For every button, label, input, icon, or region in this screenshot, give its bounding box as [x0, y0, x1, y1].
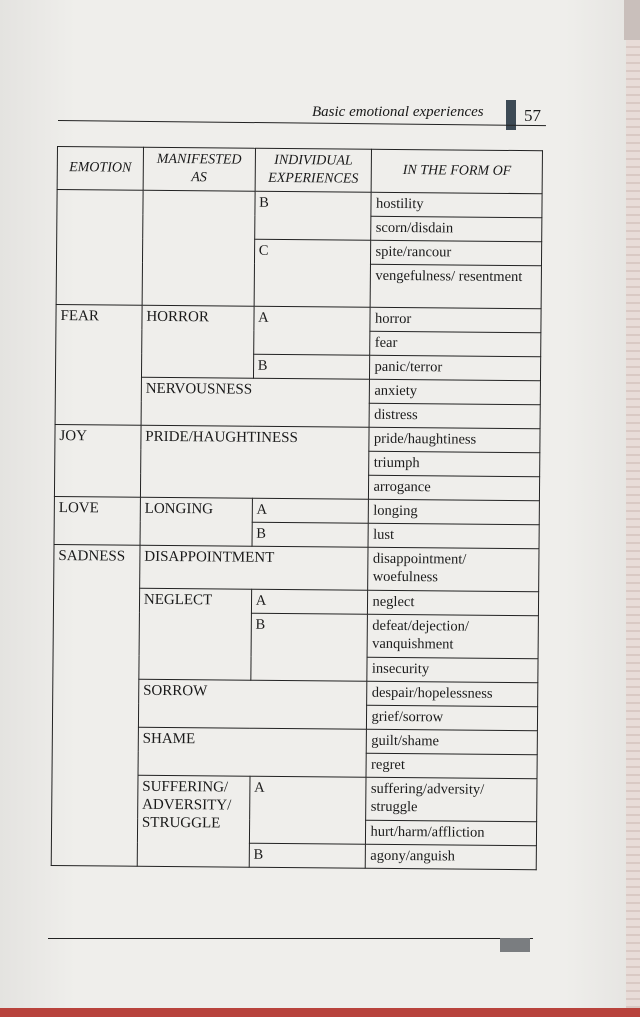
- book-edge-top: [624, 0, 640, 40]
- table-row: [54, 544, 539, 591]
- column-header: INDIVIDUAL EXPERIENCES: [255, 148, 372, 192]
- emotions-table: [51, 146, 543, 870]
- table-row: [57, 190, 542, 218]
- table-row: [56, 304, 541, 332]
- emotion-cell: SADNESS: [51, 544, 140, 866]
- running-title: Basic emotional experiences: [312, 104, 484, 120]
- manifested-cell: NERVOUSNESS: [141, 377, 370, 427]
- footer-tab-marker: [500, 938, 530, 952]
- form-cell: defeat/dejection/ vanquishment: [368, 614, 539, 658]
- form-cell: vengefulness/ resentment: [371, 264, 542, 308]
- book-cover-edge: [0, 1008, 640, 1017]
- manifested-cell: NEGLECT: [139, 588, 252, 680]
- form-cell: spite/rancour: [371, 240, 542, 265]
- table-header-row: [57, 147, 542, 194]
- individual-cell: C: [254, 239, 371, 307]
- form-cell: guilt/shame: [367, 729, 538, 754]
- page-number: 57: [524, 106, 541, 125]
- individual-cell: B: [249, 843, 366, 868]
- form-cell: triumph: [369, 451, 540, 476]
- form-cell: neglect: [368, 590, 539, 615]
- manifested-cell: LONGING: [140, 497, 252, 546]
- emotion-cell: [56, 190, 143, 306]
- individual-cell: A: [251, 589, 368, 614]
- manifested-cell: SUFFERING/ ADVERSITY/ STRUGGLE: [137, 775, 250, 867]
- column-header: IN THE FORM OF: [372, 149, 543, 193]
- manifested-cell: [142, 190, 255, 306]
- individual-cell: A: [253, 306, 370, 355]
- form-cell: pride/haughtiness: [369, 427, 540, 452]
- individual-cell: A: [252, 498, 369, 523]
- manifested-cell: HORROR: [141, 305, 253, 378]
- individual-cell: B: [252, 522, 369, 547]
- table-row: [55, 424, 540, 452]
- form-cell: despair/hopelessness: [367, 681, 538, 706]
- form-cell: horror: [370, 307, 541, 332]
- form-cell: lust: [368, 523, 539, 548]
- individual-cell: B: [251, 613, 368, 681]
- form-cell: panic/terror: [370, 355, 541, 380]
- individual-cell: B: [254, 191, 371, 240]
- form-cell: hostility: [371, 192, 542, 217]
- form-cell: suffering/adversity/ struggle: [366, 777, 537, 821]
- form-cell: agony/anguish: [366, 844, 537, 869]
- manifested-cell: SHAME: [138, 727, 367, 777]
- form-cell: arrogance: [369, 475, 540, 500]
- manifested-cell: PRIDE/HAUGHTINESS: [140, 425, 369, 499]
- column-header: MANIFESTED AS: [143, 147, 255, 191]
- table-row: [54, 496, 539, 524]
- form-cell: insecurity: [367, 657, 538, 682]
- form-cell: distress: [370, 403, 541, 428]
- form-cell: anxiety: [370, 379, 541, 404]
- individual-cell: A: [249, 776, 366, 844]
- emotion-cell: FEAR: [55, 304, 142, 425]
- footer-rule: [48, 938, 533, 939]
- emotion-cell: LOVE: [54, 496, 140, 545]
- emotion-cell: JOY: [54, 424, 141, 497]
- form-cell: longing: [369, 499, 540, 524]
- individual-cell: B: [253, 354, 370, 379]
- manifested-cell: SORROW: [138, 679, 367, 729]
- form-cell: fear: [370, 331, 541, 356]
- form-cell: scorn/disdain: [371, 216, 542, 241]
- form-cell: hurt/harm/affliction: [366, 820, 537, 845]
- book-page-edges: [626, 40, 640, 1017]
- manifested-cell: DISAPPOINTMENT: [140, 545, 369, 590]
- form-cell: regret: [366, 753, 537, 778]
- column-header: EMOTION: [57, 147, 143, 191]
- form-cell: disappointment/ woefulness: [368, 547, 539, 591]
- form-cell: grief/sorrow: [367, 705, 538, 730]
